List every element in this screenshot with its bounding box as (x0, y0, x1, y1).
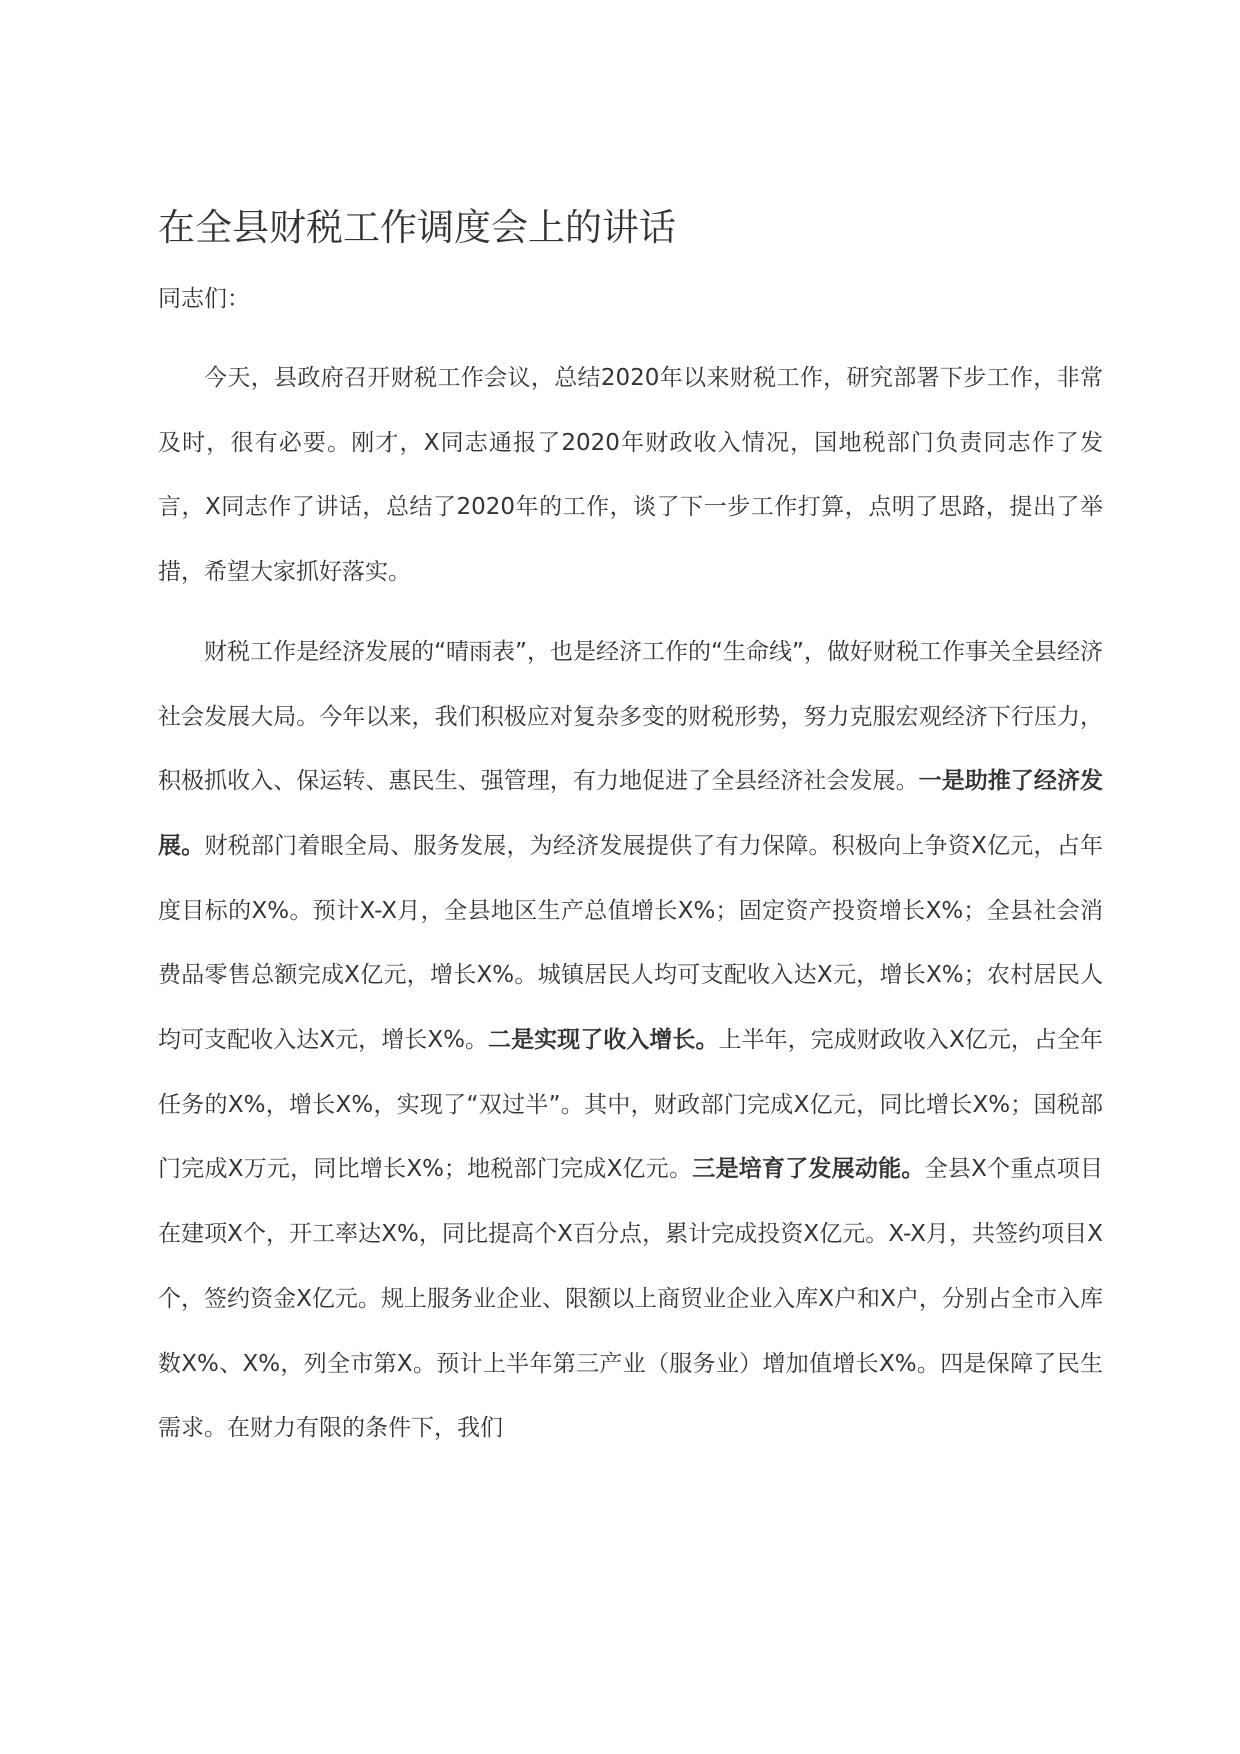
document-page (158, 200, 1103, 1476)
salutation: 同志们： (158, 286, 250, 312)
document-title: 在全县财税工作调度会上的讲话 (158, 206, 676, 249)
point-3-heading: 三是培育了发展动能。 (692, 1156, 925, 1183)
point-1-heading: 一是助推了经济发展。 (158, 768, 1104, 859)
paragraph-2-intro: 财税工作是经济发展的“晴雨表”，也是经济工作的“生命线”，做好财税工作事关全县经济社会发展大局。今年以来，我们积极应对复杂多变的财税形势，努力克服宏观经济下行压力，积极抓收入、保运转、惠民生、强管理，有力地促进了全县经济社会发展。 (158, 638, 1103, 795)
point-2-body: 上半年，完成财政收入X亿元，占全年任务的X%，增长X%，实现了“双过半”。其中，财政部门完成X亿元，同比增长X%；国税部门完成X万元，同比增长X%；地税部门完成X亿元。 (158, 1027, 1104, 1183)
point-3-body: 全县X个重点项目在建项X个，开工率达X%，同比提高个X百分点，累计完成投资X亿元。X-X月，共签约项目X个，签约资金X亿元。规上服务业企业、限额以上商贸业企业入库X户和X户，分别占全市入库数X%、X%，列全市第X。预计上半年第三产业（服务业）增加值增长X%。四是保障了民生需求。在财力有限的条件下，我们 (158, 1156, 1104, 1442)
point-2-heading: 二是实现了收入增长。 (488, 1027, 719, 1054)
paragraph-1: 今天，县政府召开财税工作会议，总结2020年以来财税工作，研究部署下步工作，非常及时，很有必要。刚才，X同志通报了2020年财政收入情况，国地税部门负责同志作了发言，X同志作了讲话，总结了2020年的工作，谈了下一步工作打算，点明了思路，提出了举措，希望大家抓好落实。 (158, 365, 1103, 586)
point-1-body: 财税部门着眼全局、服务发展，为经济发展提供了有力保障。积极向上争资X亿元，占年度目标的X%。预计X-X月，全县地区生产总值增长X%；固定资产投资增长X%；全县社会消费品零售总额完成X亿元，增长X%。城镇居民人均可支配收入达X元，增长X%；农村居民人均可支配收入达X元，增长X%。 (158, 832, 1103, 1054)
paragraph-2 (158, 620, 1103, 1461)
